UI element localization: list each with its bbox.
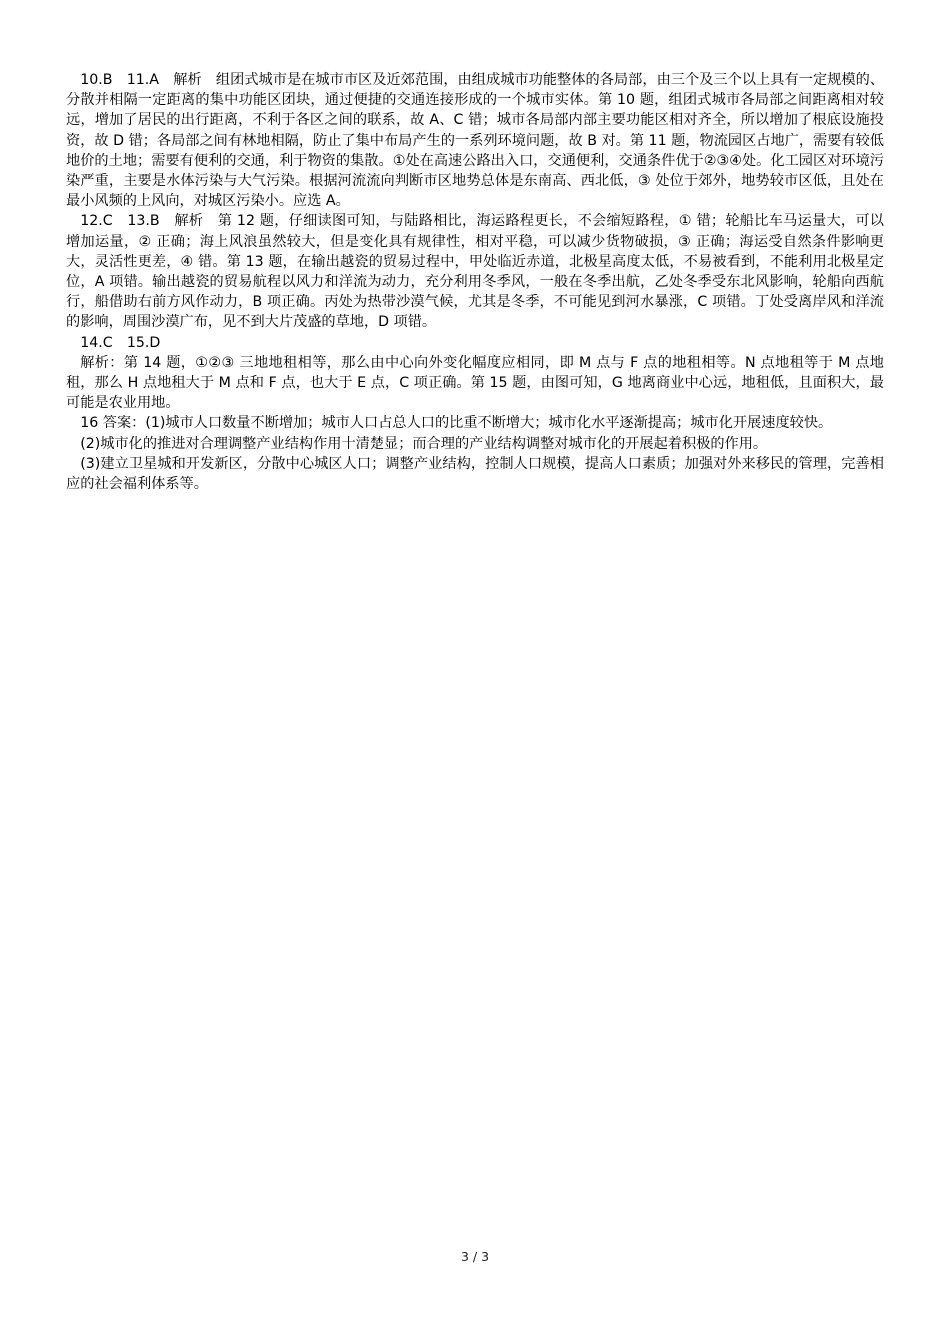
answer-heading-14-15: 14.C 15.D	[80, 334, 161, 351]
answer-paragraph-16-part2: (2)城市化的推进对合理调整产业结构作用十清楚显；而合理的产业结构调整对城市化的开展起着积极的作用。	[80, 435, 768, 452]
answer-paragraph-10-11: 10.B 11.A 解析 组团式城市是在城市市区及近郊范围，由组成城市功能整体的各局部，由三个及三个以上具有一定规模的、分散并相隔一定距离的集中功能区团块，通过便捷的交通连接形成的一个城市实体。第 10 题，组团式城市各局部之间距离相对较远，增加了居民的出行距离，不利于各区之间的联系，故 A、C 错；城市各局部内部主要功能区相对齐全，所以增加了根底设施投资，故 D 错；各局部之间有林地相隔，防止了集中布局产生的一系列环境问题，故 B 对。第 11 题，物流园区占地广，需要有较低地价的土地；需要有便利的交通，利于物资的集散。①处在高速公路出入口，交通便利，交通条件优于②③④处。化工园区对环境污染严重，主要是水体污染与大气污染。根据河流流向判断市区地势总体是东南高、西北低，③ 处位于郊外，地势较市区低，且处在最小风频的上风向，对城区污染小。应选 A。	[66, 72, 884, 210]
answer-paragraph-16-part1: 16 答案：(1)城市人口数量不断增加；城市人口占总人口的比重不断增大；城市化水平逐渐提高；城市化开展速度较快。	[80, 415, 833, 432]
page-number: 3 / 3	[460, 1249, 490, 1264]
document-body	[66, 70, 884, 494]
answer-paragraph-14-15: 解析：第 14 题，①②③ 三地地租相等，那么由中心向外变化幅度应相同，即 M 点与 F 点的地租相等。N 点地租等于 M 点地租，那么 H 点地租大于 M 点和 F 点，也大于 E 点，C 项正确。第 15 题，由图可知，G 地离商业中心远，地租低，且面积大，最可能是农业用地。	[66, 354, 884, 412]
answer-paragraph-16-part3: (3)建立卫星城和开发新区，分散中心城区人口；调整产业结构，控制人口规模，提高人口素质；加强对外来移民的管理，完善相应的社会福利体系等。	[66, 455, 884, 493]
answer-paragraph-12-13: 12.C 13.B 解析 第 12 题，仔细读图可知，与陆路相比，海运路程更长，不会缩短路程，① 错；轮船比车马运量大，可以增加运量，② 正确；海上风浪虽然较大，但是变化具有规律性，相对平稳，可以减少货物破损，③ 正确；海运受自然条件影响更大，灵活性更差，④ 错。第 13 题，在输出越瓷的贸易过程中，甲处临近赤道，北极星高度太低，不易被看到，不能利用北极星定位，A 项错。输出越瓷的贸易航程以风力和洋流为动力，充分利用冬季风，一般在冬季出航，乙处冬季受东北风影响，轮船向西航行，船借助右前方风作动力，B 项正确。丙处为热带沙漠气候，尤其是冬季，不可能见到河水暴涨，C 项错。丁处受离岸风和洋流的影响，周围沙漠广布，见不到大片茂盛的草地，D 项错。	[66, 213, 884, 331]
